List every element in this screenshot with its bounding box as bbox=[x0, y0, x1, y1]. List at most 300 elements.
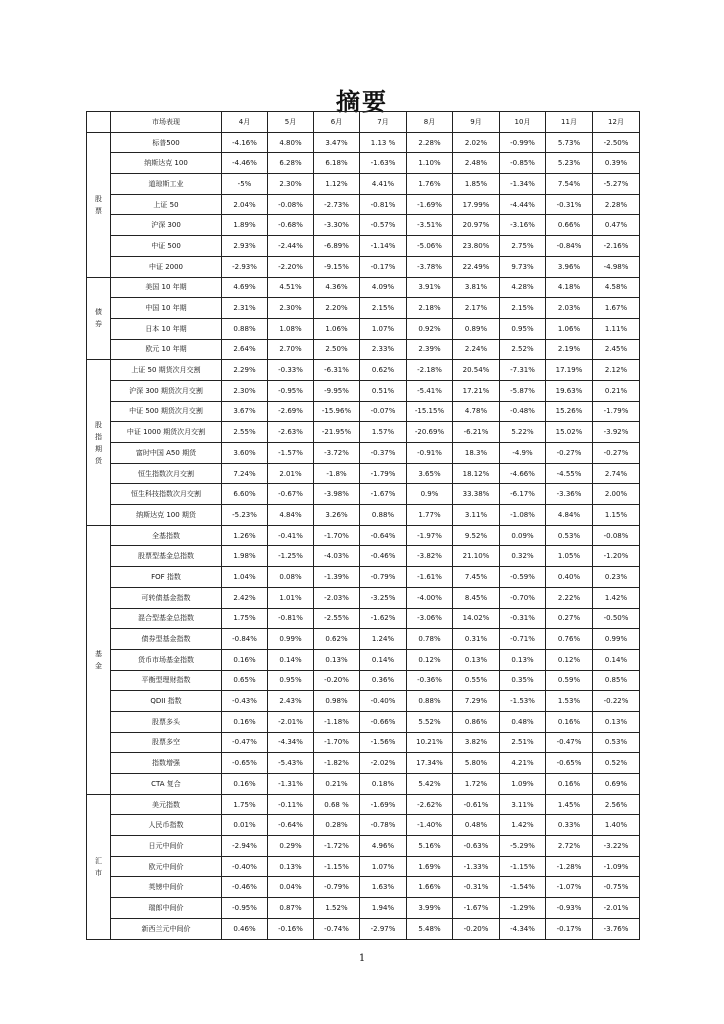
value-cell: 8.45% bbox=[453, 587, 500, 608]
value-cell: -0.22% bbox=[593, 691, 640, 712]
row-name: 平衡型理财指数 bbox=[111, 670, 222, 691]
value-cell: -0.20% bbox=[453, 918, 500, 939]
value-cell: -1.69% bbox=[407, 194, 453, 215]
value-cell: 0.13% bbox=[500, 649, 546, 670]
table-row bbox=[87, 401, 640, 422]
table-row bbox=[87, 463, 640, 484]
value-cell: 7.29% bbox=[453, 691, 500, 712]
value-cell: -1.8% bbox=[314, 463, 360, 484]
value-cell: -5.43% bbox=[268, 753, 314, 774]
value-cell: 5.16% bbox=[407, 836, 453, 857]
row-name: 瑞郎中间价 bbox=[111, 898, 222, 919]
row-name: CTA 复合 bbox=[111, 774, 222, 795]
value-cell: 0.62% bbox=[314, 629, 360, 650]
row-name: 债券型基金指数 bbox=[111, 629, 222, 650]
value-cell: -0.16% bbox=[268, 918, 314, 939]
value-cell: -0.81% bbox=[268, 608, 314, 629]
group-label bbox=[87, 132, 111, 277]
value-cell: -1.67% bbox=[360, 484, 407, 505]
row-name: 沪深 300 bbox=[111, 215, 222, 236]
value-cell: -1.54% bbox=[500, 877, 546, 898]
value-cell: -0.33% bbox=[268, 360, 314, 381]
value-cell: 0.35% bbox=[500, 670, 546, 691]
value-cell: -4.34% bbox=[500, 918, 546, 939]
value-cell: 0.12% bbox=[407, 649, 453, 670]
value-cell: 0.36% bbox=[360, 670, 407, 691]
value-cell: -0.71% bbox=[500, 629, 546, 650]
value-cell: 1.63% bbox=[360, 877, 407, 898]
value-cell: 0.85% bbox=[593, 670, 640, 691]
value-cell: 0.09% bbox=[500, 525, 546, 546]
value-cell: 2.17% bbox=[453, 298, 500, 319]
value-cell: 1.69% bbox=[407, 856, 453, 877]
value-cell: 0.04% bbox=[268, 877, 314, 898]
value-cell: 20.97% bbox=[453, 215, 500, 236]
value-cell: 4.09% bbox=[360, 277, 407, 298]
value-cell: 1.08% bbox=[268, 318, 314, 339]
value-cell: 4.51% bbox=[268, 277, 314, 298]
row-name: 中证 500 期货次月交割 bbox=[111, 401, 222, 422]
row-name: 货币市场基金指数 bbox=[111, 649, 222, 670]
value-cell: -5% bbox=[222, 174, 268, 195]
value-cell: 9.52% bbox=[453, 525, 500, 546]
value-cell: -3.98% bbox=[314, 484, 360, 505]
value-cell: -1.15% bbox=[500, 856, 546, 877]
value-cell: 0.40% bbox=[546, 567, 593, 588]
value-cell: -0.47% bbox=[222, 732, 268, 753]
value-cell: 0.14% bbox=[593, 649, 640, 670]
value-cell: 0.13% bbox=[268, 856, 314, 877]
value-cell: -0.36% bbox=[407, 670, 453, 691]
value-cell: 9.73% bbox=[500, 256, 546, 277]
table-row bbox=[87, 443, 640, 464]
value-cell: 3.96% bbox=[546, 256, 593, 277]
value-cell: 7.45% bbox=[453, 567, 500, 588]
value-cell: -5.06% bbox=[407, 236, 453, 257]
table-row bbox=[87, 587, 640, 608]
value-cell: -1.70% bbox=[314, 732, 360, 753]
value-cell: 2.02% bbox=[453, 132, 500, 153]
value-cell: 22.49% bbox=[453, 256, 500, 277]
value-cell: 3.65% bbox=[407, 463, 453, 484]
group-label-text: 股票 bbox=[95, 194, 102, 215]
value-cell: 4.18% bbox=[546, 277, 593, 298]
value-cell: 17.34% bbox=[407, 753, 453, 774]
value-cell: 0.12% bbox=[546, 649, 593, 670]
value-cell: 2.45% bbox=[593, 339, 640, 360]
value-cell: -0.20% bbox=[314, 670, 360, 691]
value-cell: 1.75% bbox=[222, 608, 268, 629]
value-cell: 2.31% bbox=[222, 298, 268, 319]
value-cell: 4.41% bbox=[360, 174, 407, 195]
value-cell: -2.18% bbox=[407, 360, 453, 381]
value-cell: 1.06% bbox=[314, 318, 360, 339]
table-body bbox=[87, 132, 640, 939]
header-cell: 5月 bbox=[268, 112, 314, 133]
value-cell: 4.58% bbox=[593, 277, 640, 298]
table-row bbox=[87, 153, 640, 174]
value-cell: -0.59% bbox=[500, 567, 546, 588]
value-cell: 5.22% bbox=[500, 422, 546, 443]
value-cell: -4.9% bbox=[500, 443, 546, 464]
header-cell: 6月 bbox=[314, 112, 360, 133]
header-cell: 10月 bbox=[500, 112, 546, 133]
value-cell: 2.64% bbox=[222, 339, 268, 360]
value-cell: -4.03% bbox=[314, 546, 360, 567]
value-cell: 3.47% bbox=[314, 132, 360, 153]
value-cell: 1.42% bbox=[500, 815, 546, 836]
value-cell: -0.57% bbox=[360, 215, 407, 236]
value-cell: 0.46% bbox=[222, 918, 268, 939]
group-label bbox=[87, 794, 111, 939]
value-cell: -15.15% bbox=[407, 401, 453, 422]
table-row bbox=[87, 298, 640, 319]
value-cell: 0.78% bbox=[407, 629, 453, 650]
value-cell: 1.07% bbox=[360, 318, 407, 339]
value-cell: -2.93% bbox=[222, 256, 268, 277]
value-cell: -0.63% bbox=[453, 836, 500, 857]
row-name: QDII 指数 bbox=[111, 691, 222, 712]
value-cell: 6.18% bbox=[314, 153, 360, 174]
value-cell: -0.17% bbox=[360, 256, 407, 277]
value-cell: 1.11% bbox=[593, 318, 640, 339]
value-cell: -1.63% bbox=[360, 153, 407, 174]
value-cell: 2.70% bbox=[268, 339, 314, 360]
value-cell: -3.30% bbox=[314, 215, 360, 236]
value-cell: -1.20% bbox=[593, 546, 640, 567]
value-cell: -0.27% bbox=[593, 443, 640, 464]
table-row bbox=[87, 236, 640, 257]
value-cell: -0.81% bbox=[360, 194, 407, 215]
value-cell: 7.54% bbox=[546, 174, 593, 195]
value-cell: 0.16% bbox=[546, 711, 593, 732]
row-name: 欧元中间价 bbox=[111, 856, 222, 877]
value-cell: 2.75% bbox=[500, 236, 546, 257]
group-label-text: 汇市 bbox=[95, 856, 102, 877]
table-row bbox=[87, 815, 640, 836]
value-cell: 1.98% bbox=[222, 546, 268, 567]
row-name: FOF 指数 bbox=[111, 567, 222, 588]
value-cell: 1.06% bbox=[546, 318, 593, 339]
value-cell: 1.42% bbox=[593, 587, 640, 608]
value-cell: 23.80% bbox=[453, 236, 500, 257]
value-cell: -1.82% bbox=[314, 753, 360, 774]
value-cell: -0.91% bbox=[407, 443, 453, 464]
row-name: 日元中间价 bbox=[111, 836, 222, 857]
group-label bbox=[87, 525, 111, 794]
value-cell: 0.76% bbox=[546, 629, 593, 650]
value-cell: 2.33% bbox=[360, 339, 407, 360]
value-cell: -1.33% bbox=[453, 856, 500, 877]
value-cell: -3.82% bbox=[407, 546, 453, 567]
value-cell: 15.26% bbox=[546, 401, 593, 422]
value-cell: -0.48% bbox=[500, 401, 546, 422]
header-cell: 12月 bbox=[593, 112, 640, 133]
value-cell: 2.29% bbox=[222, 360, 268, 381]
row-name: 沪深 300 期货次月交割 bbox=[111, 380, 222, 401]
value-cell: 5.73% bbox=[546, 132, 593, 153]
value-cell: 17.21% bbox=[453, 380, 500, 401]
value-cell: 0.14% bbox=[268, 649, 314, 670]
table-row bbox=[87, 318, 640, 339]
value-cell: 0.62% bbox=[360, 360, 407, 381]
value-cell: 0.31% bbox=[453, 629, 500, 650]
value-cell: 4.69% bbox=[222, 277, 268, 298]
table-row bbox=[87, 484, 640, 505]
value-cell: 0.65% bbox=[222, 670, 268, 691]
value-cell: -0.64% bbox=[360, 525, 407, 546]
value-cell: 0.33% bbox=[546, 815, 593, 836]
row-name: 中国 10 年期 bbox=[111, 298, 222, 319]
value-cell: 0.95% bbox=[500, 318, 546, 339]
value-cell: 0.86% bbox=[453, 711, 500, 732]
value-cell: 4.78% bbox=[453, 401, 500, 422]
value-cell: -1.67% bbox=[453, 898, 500, 919]
value-cell: -6.21% bbox=[453, 422, 500, 443]
value-cell: 3.60% bbox=[222, 443, 268, 464]
value-cell: 0.16% bbox=[546, 774, 593, 795]
value-cell: 0.13% bbox=[593, 711, 640, 732]
value-cell: -3.78% bbox=[407, 256, 453, 277]
value-cell: 3.82% bbox=[453, 732, 500, 753]
value-cell: 1.94% bbox=[360, 898, 407, 919]
value-cell: -4.46% bbox=[222, 153, 268, 174]
value-cell: -9.95% bbox=[314, 380, 360, 401]
row-name: 中证 1000 期货次月交割 bbox=[111, 422, 222, 443]
value-cell: -1.34% bbox=[500, 174, 546, 195]
value-cell: 1.15% bbox=[593, 505, 640, 526]
value-cell: 0.01% bbox=[222, 815, 268, 836]
value-cell: -3.51% bbox=[407, 215, 453, 236]
header-cell: 市场表现 bbox=[111, 112, 222, 133]
value-cell: -0.84% bbox=[546, 236, 593, 257]
value-cell: 2.12% bbox=[593, 360, 640, 381]
value-cell: 21.10% bbox=[453, 546, 500, 567]
value-cell: -0.79% bbox=[314, 877, 360, 898]
value-cell: -3.16% bbox=[500, 215, 546, 236]
value-cell: -0.31% bbox=[500, 608, 546, 629]
value-cell: -2.50% bbox=[593, 132, 640, 153]
value-cell: 0.55% bbox=[453, 670, 500, 691]
value-cell: -1.07% bbox=[546, 877, 593, 898]
value-cell: 2.24% bbox=[453, 339, 500, 360]
row-name: 纳斯达克 100 bbox=[111, 153, 222, 174]
value-cell: 0.16% bbox=[222, 649, 268, 670]
row-name: 可转债基金指数 bbox=[111, 587, 222, 608]
value-cell: -2.01% bbox=[593, 898, 640, 919]
value-cell: 3.67% bbox=[222, 401, 268, 422]
value-cell: -0.37% bbox=[360, 443, 407, 464]
table-row bbox=[87, 525, 640, 546]
value-cell: -0.31% bbox=[453, 877, 500, 898]
value-cell: 1.04% bbox=[222, 567, 268, 588]
value-cell: 0.28% bbox=[314, 815, 360, 836]
value-cell: -0.43% bbox=[222, 691, 268, 712]
table-row bbox=[87, 732, 640, 753]
value-cell: 5.42% bbox=[407, 774, 453, 795]
value-cell: 2.50% bbox=[314, 339, 360, 360]
value-cell: -0.93% bbox=[546, 898, 593, 919]
table-row bbox=[87, 918, 640, 939]
row-name: 富时中国 A50 期货 bbox=[111, 443, 222, 464]
value-cell: -2.94% bbox=[222, 836, 268, 857]
value-cell: -4.66% bbox=[500, 463, 546, 484]
header-cell: 11月 bbox=[546, 112, 593, 133]
value-cell: -0.68% bbox=[268, 215, 314, 236]
value-cell: 18.12% bbox=[453, 463, 500, 484]
value-cell: 1.07% bbox=[360, 856, 407, 877]
value-cell: 2.43% bbox=[268, 691, 314, 712]
value-cell: 1.40% bbox=[593, 815, 640, 836]
value-cell: 1.24% bbox=[360, 629, 407, 650]
table-row bbox=[87, 360, 640, 381]
value-cell: 0.69% bbox=[593, 774, 640, 795]
value-cell: 1.01% bbox=[268, 587, 314, 608]
value-cell: 0.21% bbox=[593, 380, 640, 401]
value-cell: 2.51% bbox=[500, 732, 546, 753]
value-cell: 0.21% bbox=[314, 774, 360, 795]
table-row bbox=[87, 339, 640, 360]
value-cell: -3.25% bbox=[360, 587, 407, 608]
value-cell: -1.70% bbox=[314, 525, 360, 546]
value-cell: 17.19% bbox=[546, 360, 593, 381]
group-label bbox=[87, 277, 111, 360]
row-name: 恒生科技指数次月交割 bbox=[111, 484, 222, 505]
value-cell: 20.54% bbox=[453, 360, 500, 381]
value-cell: -0.78% bbox=[360, 815, 407, 836]
value-cell: -5.27% bbox=[593, 174, 640, 195]
table-row bbox=[87, 836, 640, 857]
value-cell: 0.95% bbox=[268, 670, 314, 691]
value-cell: 0.99% bbox=[268, 629, 314, 650]
value-cell: -0.85% bbox=[500, 153, 546, 174]
value-cell: 0.88% bbox=[222, 318, 268, 339]
value-cell: 2.18% bbox=[407, 298, 453, 319]
row-name: 中证 2000 bbox=[111, 256, 222, 277]
value-cell: -0.41% bbox=[268, 525, 314, 546]
value-cell: -5.41% bbox=[407, 380, 453, 401]
value-cell: 4.96% bbox=[360, 836, 407, 857]
value-cell: 2.55% bbox=[222, 422, 268, 443]
group-label-text: 股指期货 bbox=[95, 420, 102, 465]
value-cell: 2.00% bbox=[593, 484, 640, 505]
table-row bbox=[87, 670, 640, 691]
table-row bbox=[87, 277, 640, 298]
row-name: 日本 10 年期 bbox=[111, 318, 222, 339]
value-cell: 1.67% bbox=[593, 298, 640, 319]
value-cell: -2.55% bbox=[314, 608, 360, 629]
value-cell: -1.62% bbox=[360, 608, 407, 629]
table-row bbox=[87, 608, 640, 629]
value-cell: 0.98% bbox=[314, 691, 360, 712]
value-cell: -5.87% bbox=[500, 380, 546, 401]
value-cell: 2.15% bbox=[360, 298, 407, 319]
value-cell: -2.16% bbox=[593, 236, 640, 257]
value-cell: -4.16% bbox=[222, 132, 268, 153]
value-cell: 0.53% bbox=[593, 732, 640, 753]
value-cell: -0.74% bbox=[314, 918, 360, 939]
value-cell: 0.59% bbox=[546, 670, 593, 691]
value-cell: 19.63% bbox=[546, 380, 593, 401]
value-cell: -0.31% bbox=[546, 194, 593, 215]
row-name: 道琼斯工业 bbox=[111, 174, 222, 195]
value-cell: 1.75% bbox=[222, 794, 268, 815]
value-cell: -7.31% bbox=[500, 360, 546, 381]
value-cell: -0.50% bbox=[593, 608, 640, 629]
header-cell: 9月 bbox=[453, 112, 500, 133]
value-cell: 2.72% bbox=[546, 836, 593, 857]
row-name: 美国 10 年期 bbox=[111, 277, 222, 298]
value-cell: -1.57% bbox=[268, 443, 314, 464]
value-cell: -2.62% bbox=[407, 794, 453, 815]
value-cell: 18.3% bbox=[453, 443, 500, 464]
value-cell: 0.9% bbox=[407, 484, 453, 505]
row-name: 纳斯达克 100 期货 bbox=[111, 505, 222, 526]
row-name: 股票型基金总指数 bbox=[111, 546, 222, 567]
value-cell: -15.96% bbox=[314, 401, 360, 422]
value-cell: -1.09% bbox=[593, 856, 640, 877]
value-cell: 3.26% bbox=[314, 505, 360, 526]
table-row bbox=[87, 856, 640, 877]
value-cell: 1.66% bbox=[407, 877, 453, 898]
table-row bbox=[87, 567, 640, 588]
value-cell: 5.80% bbox=[453, 753, 500, 774]
value-cell: -1.31% bbox=[268, 774, 314, 795]
value-cell: 1.52% bbox=[314, 898, 360, 919]
value-cell: -20.69% bbox=[407, 422, 453, 443]
value-cell: 33.38% bbox=[453, 484, 500, 505]
value-cell: 1.05% bbox=[546, 546, 593, 567]
value-cell: 0.88% bbox=[360, 505, 407, 526]
value-cell: 1.12% bbox=[314, 174, 360, 195]
value-cell: -1.56% bbox=[360, 732, 407, 753]
value-cell: -0.46% bbox=[222, 877, 268, 898]
value-cell: 0.13% bbox=[453, 649, 500, 670]
value-cell: -1.53% bbox=[500, 691, 546, 712]
value-cell: 4.84% bbox=[268, 505, 314, 526]
row-name: 上证 50 期货次月交割 bbox=[111, 360, 222, 381]
row-name: 混合型基金总指数 bbox=[111, 608, 222, 629]
table-row bbox=[87, 649, 640, 670]
table-row bbox=[87, 505, 640, 526]
value-cell: 0.32% bbox=[500, 546, 546, 567]
value-cell: -1.18% bbox=[314, 711, 360, 732]
row-name: 英镑中间价 bbox=[111, 877, 222, 898]
row-name: 欧元 10 年期 bbox=[111, 339, 222, 360]
value-cell: 2.48% bbox=[453, 153, 500, 174]
value-cell: 1.89% bbox=[222, 215, 268, 236]
header-cell: 8月 bbox=[407, 112, 453, 133]
value-cell: -0.46% bbox=[360, 546, 407, 567]
value-cell: 3.11% bbox=[453, 505, 500, 526]
value-cell: -0.40% bbox=[360, 691, 407, 712]
value-cell: -0.07% bbox=[360, 401, 407, 422]
value-cell: 0.27% bbox=[546, 608, 593, 629]
value-cell: -5.23% bbox=[222, 505, 268, 526]
table-row bbox=[87, 877, 640, 898]
value-cell: 0.87% bbox=[268, 898, 314, 919]
value-cell: 0.52% bbox=[593, 753, 640, 774]
value-cell: 0.08% bbox=[268, 567, 314, 588]
group-label-text: 债券 bbox=[95, 308, 102, 329]
value-cell: -0.08% bbox=[593, 525, 640, 546]
value-cell: 1.72% bbox=[453, 774, 500, 795]
value-cell: 1.13 % bbox=[360, 132, 407, 153]
value-cell: -1.39% bbox=[314, 567, 360, 588]
value-cell: -0.40% bbox=[222, 856, 268, 877]
value-cell: 0.13% bbox=[314, 649, 360, 670]
value-cell: 1.76% bbox=[407, 174, 453, 195]
